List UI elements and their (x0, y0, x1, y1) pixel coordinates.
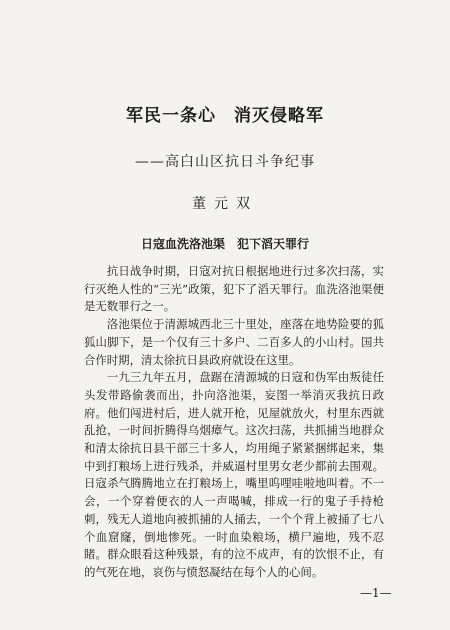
page-number: —1— (360, 586, 392, 600)
article-title: 军民一条心 消灭侵略军 (126, 106, 324, 126)
paragraph: 一九三九年五月，盘踞在清源城的日寇和伪军由叛徒任头发带路偷袭而出，扑向洛池渠，妄图一举消灭我抗日政府。他们闯进村后，进人就开枪，见屋就放火，村里东西就乱抢，一时间折腾得乌烟瘴气。这次扫荡，共抓捕当地群众和清太徐抗日县干部三十多人，均用绳子紧紧捆绑起来，集中到打粮场上进行残杀，并威逼村里男女老少都前去围观。日寇杀气腾腾地立在打粮场上，嘴里呜哩哇啦地叫着。不一会，一个穿着便衣的人一声喝喊，排成一行的鬼子手持枪刺，残无人道地向被抓捕的人捅去，一个个背上被捅了七八个血窟窿，倒地惨死。一时血染粮场，横尸遍地，残不忍睹。群众眼看这种残景，有的泣不成声，有的饮恨不止，有的气死在地，哀伤与愤怒凝结在每个人的心间。 (84, 370, 384, 579)
author-name: 董元双 (192, 196, 258, 212)
article-body (84, 263, 384, 582)
paragraph: 抗日战争时期，日寇对抗日根据地进行过多次扫荡，实行灭绝人性的“三光”政策，犯下了滔天罪行。血洗洛池渠便是无数罪行之一。 (84, 264, 384, 314)
article-subtitle: ——高白山区抗日斗争纪事 (135, 154, 315, 170)
section-heading: 日寇血洗洛池渠 犯下滔天罪行 (140, 237, 309, 251)
paragraph: 洛池渠位于清源城西北三十里处，座落在地势险要的狐狐山脚下，是一个仅有三十多户、二百多人的小山村。国共合作时期，清太徐抗日县政府就设在这里。 (84, 317, 384, 367)
